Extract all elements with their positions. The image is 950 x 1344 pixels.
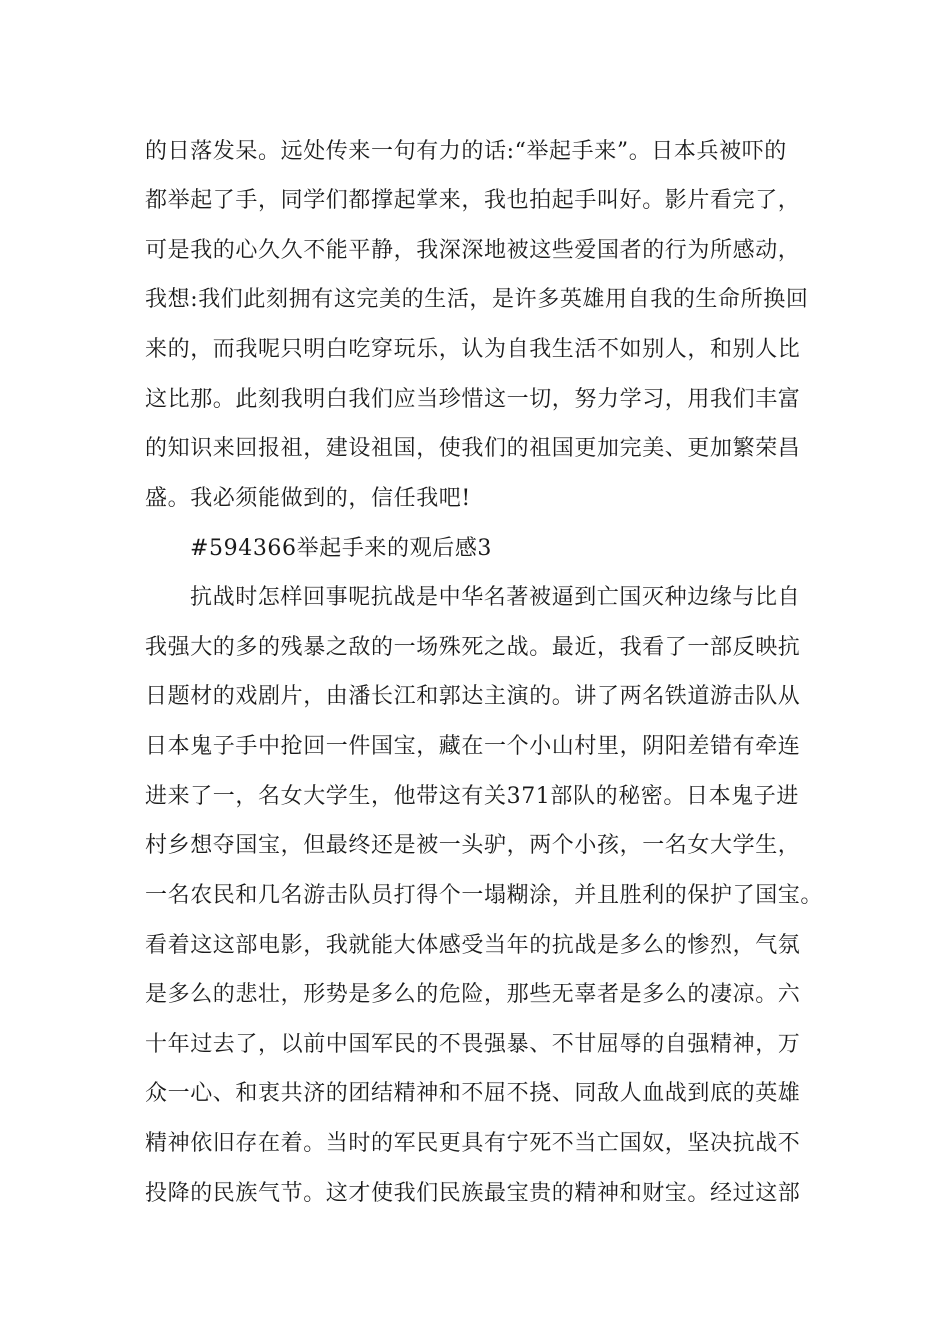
text-line: 的日落发呆。远处传来一句有力的话:“举起手来”。日本兵被吓的 bbox=[145, 139, 787, 164]
text-line: 都举起了手，同学们都撑起掌来，我也拍起手叫好。影片看完了， bbox=[145, 188, 801, 213]
text-line: 我想:我们此刻拥有这完美的生活，是许多英雄用自我的生命所换回 bbox=[145, 287, 809, 312]
text-line: 看着这这部电影，我就能大体感受当年的抗战是多么的惨烈，气氛 bbox=[145, 933, 801, 958]
text-line: 村乡想夺国宝，但最终还是被一头驴，两个小孩，一名女大学生， bbox=[145, 833, 801, 858]
text-line: 众一心、和衷共济的团结精神和不屈不挠、同敌人血战到底的英雄 bbox=[145, 1081, 801, 1106]
text-line: 的知识来回报祖，建设祖国，使我们的祖国更加完美、更加繁荣昌 bbox=[145, 436, 801, 461]
text-line: 投降的民族气节。这才使我们民族最宝贵的精神和财宝。经过这部 bbox=[145, 1181, 801, 1206]
text-line: 日题材的戏剧片，由潘长江和郭达主演的。讲了两名铁道游击队从 bbox=[145, 684, 801, 709]
text-line: 一名农民和几名游击队员打得个一塌糊涂，并且胜利的保护了国宝。 bbox=[145, 883, 824, 908]
text-line: 日本鬼子手中抢回一件国宝，藏在一个小山村里，阴阳差错有牵连 bbox=[145, 734, 801, 759]
text-line: 这比那。此刻我明白我们应当珍惜这一切，努力学习，用我们丰富 bbox=[145, 387, 801, 412]
text-line: 我强大的多的残暴之敌的一场殊死之战。最近，我看了一部反映抗 bbox=[145, 635, 801, 660]
text-line: 是多么的悲壮，形势是多么的危险，那些无辜者是多么的凄凉。六 bbox=[145, 982, 801, 1007]
section-heading: #594366举起手来的观后感3 bbox=[190, 536, 493, 561]
text-line: 十年过去了，以前中国军民的不畏强暴、不甘屈辱的自强精神，万 bbox=[145, 1032, 801, 1057]
text-line: 抗战时怎样回事呢抗战是中华名著被逼到亡国灭种边缘与比自 bbox=[190, 585, 801, 610]
text-line: 可是我的心久久不能平静，我深深地被这些爱国者的行为所感动， bbox=[145, 238, 801, 263]
text-line: 来的，而我呢只明白吃穿玩乐，认为自我生活不如别人，和别人比 bbox=[145, 337, 801, 362]
text-line: 进来了一，名女大学生，他带这有关371部队的秘密。日本鬼子进 bbox=[145, 784, 799, 809]
text-line: 盛。我必须能做到的，信任我吧! bbox=[145, 486, 471, 511]
text-line: 精神依旧存在着。当时的军民更具有宁死不当亡国奴，坚决抗战不 bbox=[145, 1131, 801, 1156]
